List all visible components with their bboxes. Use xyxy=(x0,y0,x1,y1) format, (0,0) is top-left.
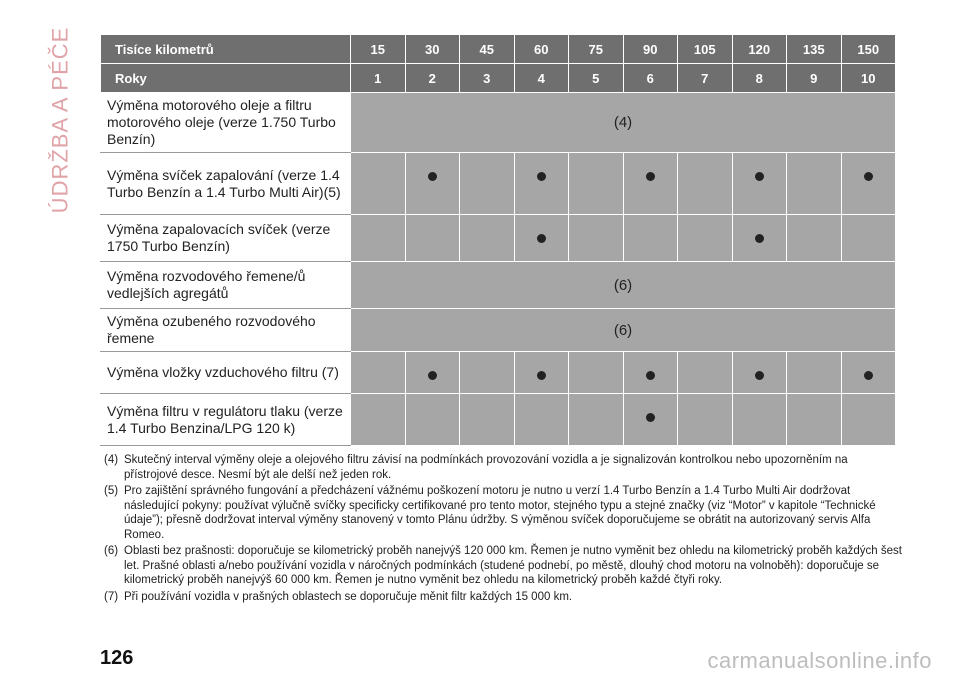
schedule-cell xyxy=(623,215,678,262)
schedule-cell xyxy=(732,153,787,215)
schedule-cell xyxy=(569,215,624,262)
service-dot-icon xyxy=(537,234,546,243)
schedule-row xyxy=(101,309,896,352)
footnote-number: (7) xyxy=(104,590,119,603)
schedule-cell xyxy=(787,352,842,394)
schedule-cell xyxy=(841,394,896,446)
header-year-cell: 3 xyxy=(460,64,515,93)
schedule-cell xyxy=(514,153,569,215)
service-dot-icon xyxy=(428,371,437,380)
schedule-cell xyxy=(351,153,406,215)
header-year-cell: 2 xyxy=(405,64,460,93)
header-year-cell: 1 xyxy=(351,64,406,93)
schedule-cell xyxy=(787,394,842,446)
service-dot-icon xyxy=(755,371,764,380)
footnote xyxy=(104,453,904,482)
footnotes xyxy=(104,453,904,606)
schedule-row-label: Výměna motorového oleje a filtru motorového oleje (verze 1.750 Turbo Benzín) xyxy=(101,93,351,153)
schedule-cell xyxy=(623,394,678,446)
service-dot-icon xyxy=(864,172,873,181)
schedule-cell xyxy=(460,352,515,394)
schedule-cell xyxy=(460,215,515,262)
schedule-cell xyxy=(460,394,515,446)
footnote-number: (4) xyxy=(104,454,119,466)
header-year-cell: 5 xyxy=(569,64,624,93)
schedule-row xyxy=(101,262,896,309)
header-row-kilometers xyxy=(101,35,896,64)
schedule-span-note: (6) xyxy=(351,262,896,309)
schedule-row xyxy=(101,93,896,153)
schedule-cell xyxy=(787,153,842,215)
schedule-cell xyxy=(405,215,460,262)
schedule-cell xyxy=(405,153,460,215)
header-year-cell: 4 xyxy=(514,64,569,93)
schedule-cell xyxy=(678,352,733,394)
schedule-row-label: Výměna zapalovacích svíček (verze 1750 Turbo Benzín) xyxy=(101,215,351,262)
schedule-span-note: (4) xyxy=(351,93,896,153)
schedule-row xyxy=(101,352,896,394)
schedule-cell xyxy=(405,352,460,394)
footnote xyxy=(104,544,904,588)
schedule-cell xyxy=(841,352,896,394)
header-row-years xyxy=(101,64,896,93)
service-dot-icon xyxy=(537,172,546,181)
schedule-cell xyxy=(351,352,406,394)
schedule-cell xyxy=(787,215,842,262)
footnote-text: Při používání vozidla v prašných oblastech se doporučuje měnit filtr každých 15 000 km. xyxy=(124,590,573,603)
schedule-cell xyxy=(678,394,733,446)
footnote xyxy=(104,484,904,542)
header-year-cell: 7 xyxy=(678,64,733,93)
header-year-cell: 6 xyxy=(623,64,678,93)
schedule-cell xyxy=(841,153,896,215)
schedule-row-label: Výměna rozvodového řemene/ů vedlejších agregátů xyxy=(101,262,351,309)
schedule-cell xyxy=(405,394,460,446)
schedule-row xyxy=(101,153,896,215)
service-dot-icon xyxy=(646,371,655,380)
schedule-row-label: Výměna ozubeného rozvodového řemene xyxy=(101,309,351,352)
footnote-text: Skutečný interval výměny oleje a olejového filtru závisí na podmínkách provozování vozidla a je signalizován kontrolkou nebo upozorněním na přístrojové desce. Nesmí být ale delší než jeden rok. xyxy=(124,454,848,481)
schedule-row-label: Výměna vložky vzduchového filtru (7) xyxy=(101,352,351,394)
header-km-cell: 15 xyxy=(351,35,406,64)
schedule-row xyxy=(101,215,896,262)
section-title xyxy=(40,26,80,214)
service-dot-icon xyxy=(428,172,437,181)
schedule-cell xyxy=(732,352,787,394)
header-year-cell: 8 xyxy=(732,64,787,93)
header-label-years: Roky xyxy=(101,64,351,93)
watermark-text: carmanualsonline.info xyxy=(707,648,932,673)
header-km-cell: 75 xyxy=(569,35,624,64)
header-km-cell: 120 xyxy=(732,35,787,64)
schedule-cell xyxy=(351,215,406,262)
maintenance-schedule-table xyxy=(100,34,896,446)
schedule-cell xyxy=(678,215,733,262)
service-dot-icon xyxy=(537,371,546,380)
header-km-cell: 45 xyxy=(460,35,515,64)
page-number: 126 xyxy=(100,647,134,669)
schedule-cell xyxy=(623,352,678,394)
schedule-span-note: (6) xyxy=(351,309,896,352)
schedule-cell xyxy=(351,394,406,446)
header-km-cell: 30 xyxy=(405,35,460,64)
service-dot-icon xyxy=(646,172,655,181)
schedule-cell xyxy=(514,352,569,394)
schedule-cell xyxy=(460,153,515,215)
header-year-cell: 9 xyxy=(787,64,842,93)
header-km-cell: 150 xyxy=(841,35,896,64)
header-year-cell: 10 xyxy=(841,64,896,93)
footnote-number: (6) xyxy=(104,545,119,557)
section-title-text: ÚDRŽBA A PÉČE xyxy=(47,26,72,214)
schedule-row-label: Výměna svíček zapalování (verze 1.4 Turbo Benzín a 1.4 Turbo Multi Air)(5) xyxy=(101,153,351,215)
schedule-cell xyxy=(678,153,733,215)
header-km-cell: 135 xyxy=(787,35,842,64)
footnote-text: Oblasti bez prašnosti: doporučuje se kilometrický proběh nanejvýš 120 000 km. Řemen je nutno vyměnit bez ohledu na kilometrický proběh každých šest let. Prašné oblasti a/nebo používání vozidla v náročných podmínkách (studené podnebí, po městě, dlouhý chod motoru na volnoběh): doporučuje se kilometrický proběh nanejvýš 60 000 km. Řemen je nutno vyměnit bez ohledu na kilometrický proběh každé čtyři roky. xyxy=(124,545,902,586)
header-km-cell: 105 xyxy=(678,35,733,64)
header-km-cell: 90 xyxy=(623,35,678,64)
schedule-cell xyxy=(623,153,678,215)
schedule-cell xyxy=(841,215,896,262)
schedule-cell xyxy=(514,215,569,262)
schedule-cell xyxy=(569,394,624,446)
footnote-text: Pro zajištění správného fungování a předcházení vážnému poškození motoru je nutno u verzí 1.4 Turbo Benzín a 1.4 Turbo Multi Air dodržovat následující pokyny: používat výlučně svíčky specificky certifikované pro tento motor, stejného typu a stejné značky (viz “Motor” v kapitole “Technické údaje”); přesně dodržovat interval výměny stanovený v tomto Plánu údržby. S výměnou svíček doporučujeme se obrátit na autorizovaný servis Alfa Romeo. xyxy=(124,485,876,541)
service-dot-icon xyxy=(646,413,655,422)
service-dot-icon xyxy=(755,172,764,181)
schedule-row-label: Výměna filtru v regulátoru tlaku (verze 1.4 Turbo Benzina/LPG 120 k) xyxy=(101,394,351,446)
schedule-cell xyxy=(569,153,624,215)
header-label-kilometers: Tisíce kilometrů xyxy=(101,35,351,64)
service-dot-icon xyxy=(864,371,873,380)
schedule-cell xyxy=(514,394,569,446)
footnote xyxy=(104,590,904,605)
header-km-cell: 60 xyxy=(514,35,569,64)
schedule-cell xyxy=(569,352,624,394)
service-dot-icon xyxy=(755,234,764,243)
schedule-row xyxy=(101,394,896,446)
footnote-number: (5) xyxy=(104,485,119,497)
schedule-cell xyxy=(732,394,787,446)
schedule-cell xyxy=(732,215,787,262)
